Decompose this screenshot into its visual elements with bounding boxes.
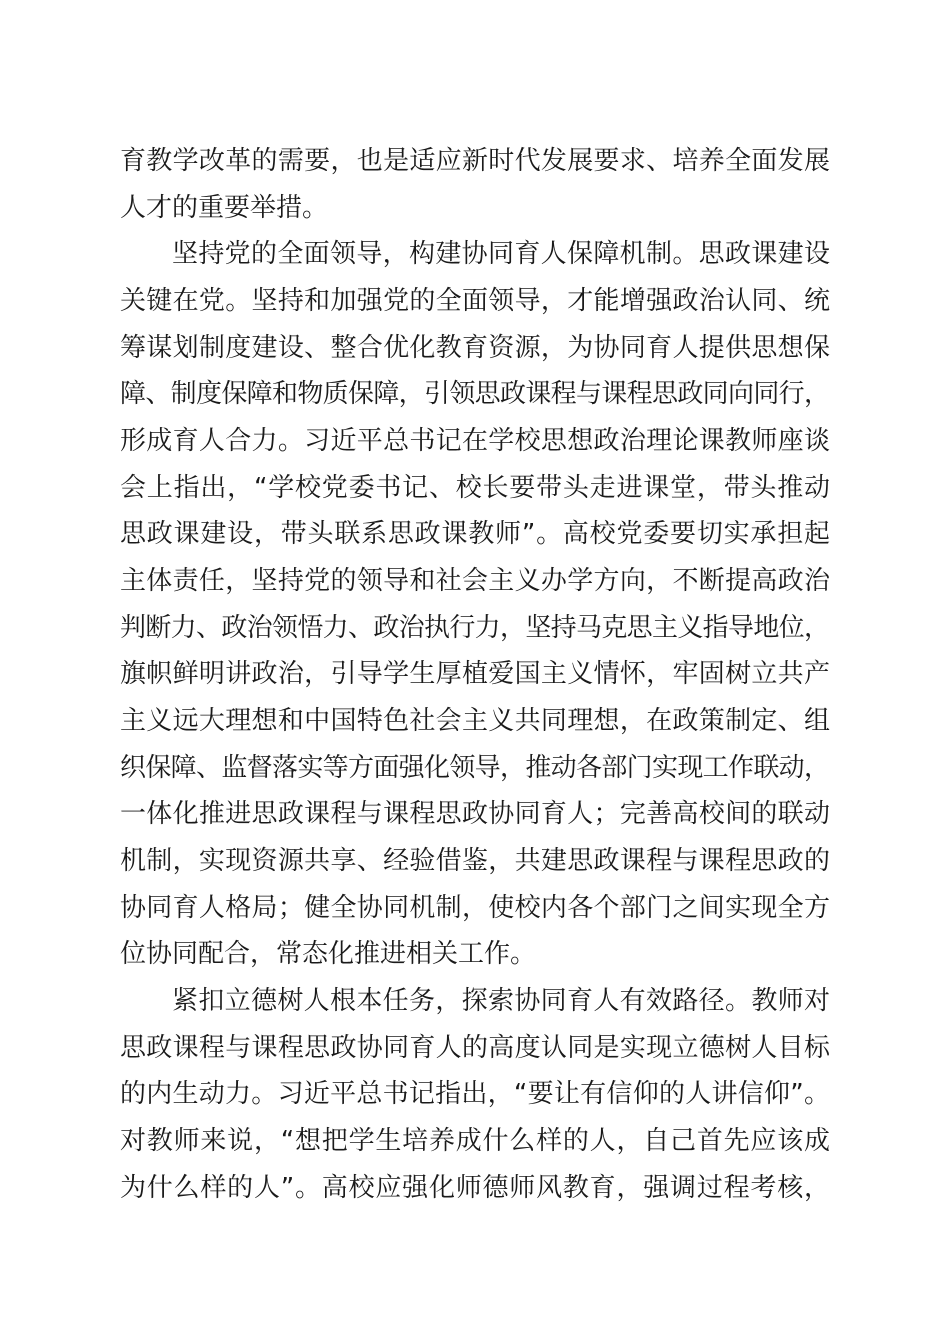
text-line-content: 的内生动力。习近平总书记指出，“要让有信仰的人讲信仰”。 [120,1079,831,1109]
text-line [0,793,950,835]
text-line-content: 坚持党的全面领导，构建协同育人保障机制。思政课建设 [172,239,831,269]
text-line [0,653,950,695]
text-line [0,1027,950,1069]
text-line-content: 思政课建设，带头联系思政课教师”。高校党委要切实承担起 [120,519,831,549]
text-line [0,467,950,509]
text-line-content: 一体化推进思政课程与课程思政协同育人；完善高校间的联动 [120,799,831,829]
text-line [0,700,950,742]
text-line [0,840,950,882]
text-line [0,373,950,415]
text-line [0,887,950,929]
text-line-content: 协同育人格局；健全协同机制，使校内各个部门之间实现全方 [120,893,831,923]
text-line [0,747,950,789]
text-line-content: 人才的重要举措。 [120,193,329,223]
text-line-content: 会上指出，“学校党委书记、校长要带头走进课堂，带头推动 [120,473,831,503]
text-line-content: 主体责任，坚持党的领导和社会主义办学方向，不断提高政治 [120,566,831,596]
text-line [0,1120,950,1162]
text-line-content: 主义远大理想和中国特色社会主义共同理想，在政策制定、组 [120,706,831,736]
text-line-content: 思政课程与课程思政协同育人的高度认同是实现立德树人目标 [120,1033,831,1063]
text-line-content: 机制，实现资源共享、经验借鉴，共建思政课程与课程思政的 [120,846,831,876]
paragraph-first-line [0,980,950,1022]
text-line [0,420,950,462]
text-line [0,1167,950,1209]
paragraph-first-line [0,233,950,275]
text-line-content: 织保障、监督落实等方面强化领导，推动各部门实现工作联动， [120,753,830,783]
text-line-content: 筹谋划制度建设、整合优化教育资源，为协同育人提供思想保 [120,333,831,363]
text-line [0,187,950,229]
text-line-content: 紧扣立德树人根本任务，探索协同育人有效路径。教师对 [172,986,831,1016]
text-line [0,607,950,649]
text-line [0,513,950,555]
text-line-content: 障、制度保障和物质保障，引领思政课程与课程思政同向同行， [120,379,830,409]
text-line-content: 判断力、政治领悟力、政治执行力，坚持马克思主义指导地位， [120,613,830,643]
text-line [0,327,950,369]
text-line-content: 关键在党。坚持和加强党的全面领导，才能增强政治认同、统 [120,286,831,316]
text-line [0,1073,950,1115]
text-line-content: 育教学改革的需要，也是适应新时代发展要求、培养全面发展 [120,146,831,176]
text-line [0,933,950,975]
text-line-content: 为什么样的人”。高校应强化师德师风教育，强调过程考核， [120,1173,831,1203]
text-line-content: 形成育人合力。习近平总书记在学校思想政治理论课教师座谈 [120,426,831,456]
text-line-content: 位协同配合，常态化推进相关工作。 [120,939,537,969]
text-line [0,560,950,602]
text-line-content: 对教师来说，“想把学生培养成什么样的人，自己首先应该成 [120,1126,831,1156]
text-line-content: 旗帜鲜明讲政治，引导学生厚植爱国主义情怀，牢固树立共产 [120,659,831,689]
text-line [0,140,950,182]
text-line [0,280,950,322]
